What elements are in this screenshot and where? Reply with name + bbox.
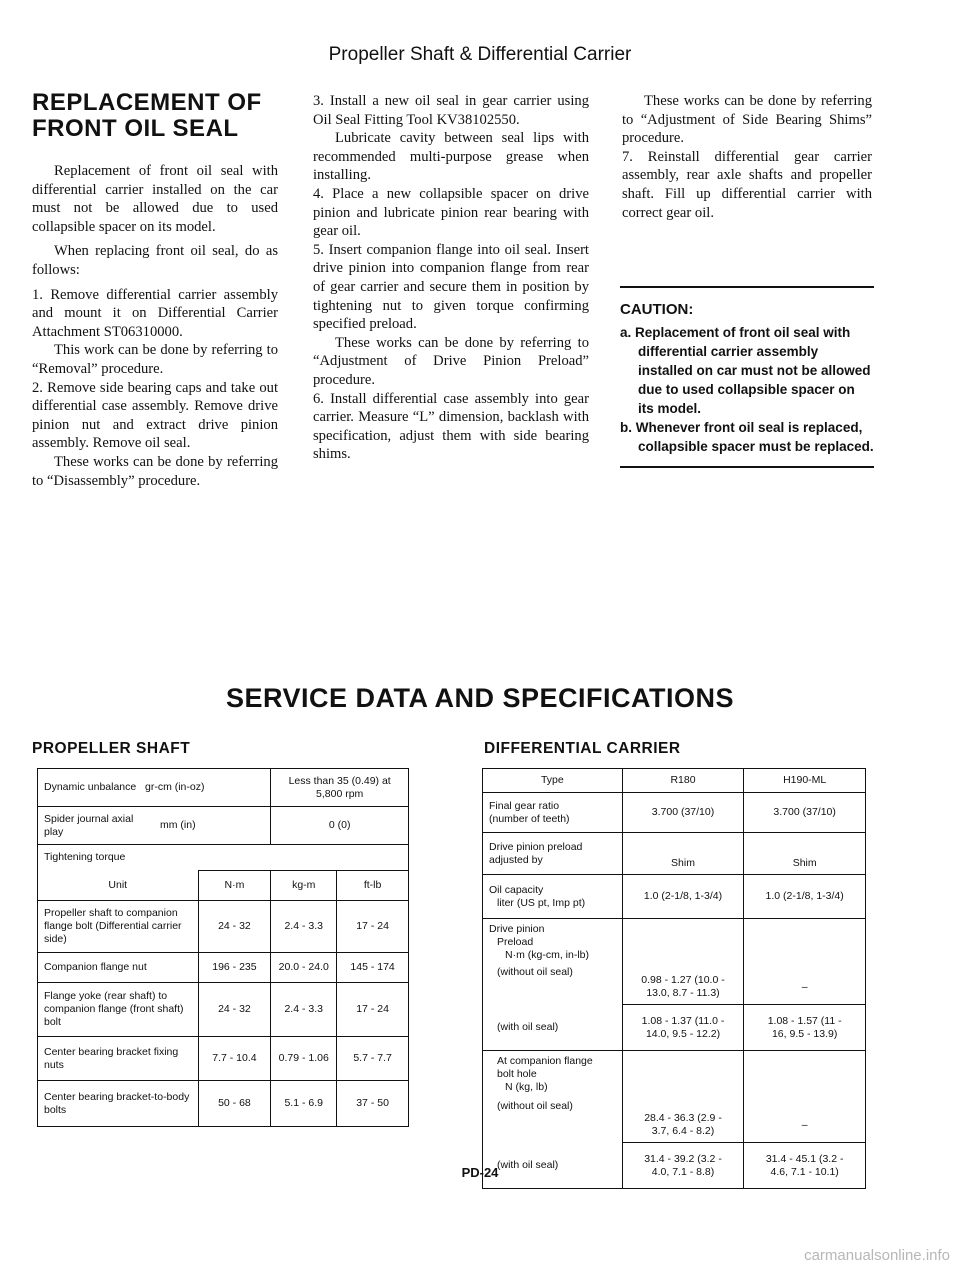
cell-value: 17 - 24 <box>337 901 409 953</box>
cell-value: 16, 9.5 - 13.9) <box>771 1027 838 1040</box>
cell-value: 37 - 50 <box>337 1081 409 1127</box>
service-data-title: SERVICE DATA AND SPECIFICATIONS <box>225 683 735 713</box>
propeller-shaft-table <box>37 768 409 1127</box>
cell-label: Drive pinion preload <box>489 840 583 853</box>
cell-value: 13.0, 8.7 - 11.3) <box>646 987 720 999</box>
cell-value: 2.4 - 3.3 <box>271 901 337 953</box>
column-header: R180 <box>622 769 744 793</box>
caution-item-a: a. Replacement of front oil seal with differential carrier assembly installed on car must not be allowed due to used collapsible spacer on its model. <box>620 325 871 416</box>
cell-label: N (kg, lb) <box>505 1081 548 1093</box>
table-header-row <box>38 871 409 901</box>
table-row <box>483 1005 866 1051</box>
cell-label: Spider journal axial <box>44 812 134 825</box>
cell-label: Flange yoke (rear shaft) to companion flange (front shaft) bolt <box>38 983 199 1037</box>
cell-value: 4.6, 7.1 - 10.1) <box>770 1165 839 1178</box>
table-row <box>38 769 409 807</box>
step-2: 2. Remove side bearing caps and take out differential case assembly. Remove drive pinion nut and extract drive pinion assembly. Remove oil seal. <box>32 379 278 452</box>
cell-label: (without oil seal) <box>497 1100 573 1112</box>
cell-value: 24 - 32 <box>198 983 271 1037</box>
cell-value: 5,800 rpm <box>316 787 364 800</box>
cell-label: Companion flange nut <box>38 953 199 983</box>
cell-label: adjusted by <box>489 853 543 866</box>
cell-unit: gr-cm (in-oz) <box>144 781 205 793</box>
paragraph: These works can be done by referring to “Adjustment of Drive Pinion Preload” procedure. <box>313 334 589 388</box>
paragraph: Replacement of front oil seal with differential carrier installed on the car must not be allowed due to used collapsible spacer on its model. <box>32 163 278 235</box>
cell-label: play <box>44 825 64 838</box>
cell-value: 1.0 (2-1/8, 1-3/4) <box>622 875 744 919</box>
cell-value: – <box>744 919 866 1005</box>
cell-value: 24 - 32 <box>198 901 271 953</box>
step-4: 4. Place a new collapsible spacer on drive pinion and lubricate pinion rear bearing with gear oil. <box>313 185 589 240</box>
cell-value: 0 (0) <box>271 807 409 845</box>
column-header: ft-lb <box>337 871 409 901</box>
table-row <box>483 793 866 833</box>
propeller-shaft-title: PROPELLER SHAFT <box>32 740 191 757</box>
cell-label: (with oil seal) <box>483 1143 623 1189</box>
cell-value: 14.0, 9.5 - 12.2) <box>645 1027 721 1040</box>
cell-label: Dynamic unbalance <box>44 781 137 793</box>
table-row <box>38 845 409 871</box>
cell-label: Final gear ratio <box>489 799 560 812</box>
cell-value: 3.7, 6.4 - 8.2) <box>651 1125 715 1137</box>
cell-value: 17 - 24 <box>337 983 409 1037</box>
cell-value: 28.4 - 36.3 (2.9 - <box>644 1112 722 1124</box>
cell-label: (number of teeth) <box>489 812 570 825</box>
cell-value: 7.7 - 10.4 <box>198 1037 271 1081</box>
step-6: 6. Install differential case assembly into gear carrier. Measure “L” dimension, backlash with specification, adjust them with side bearing shims. <box>313 390 589 463</box>
caution-heading: CAUTION: <box>620 301 694 318</box>
cell-label: (without oil seal) <box>497 966 573 978</box>
cell-label: Tightening torque <box>38 845 409 871</box>
table-row <box>483 875 866 919</box>
table-row <box>38 901 409 953</box>
cell-value: Shim <box>744 833 866 875</box>
step-7: 7. Reinstall differential gear carrier assembly, rear axle shafts and propeller shaft. Fill up differential carrier with correct gear oil. <box>622 148 872 221</box>
step-1: 1. Remove differential carrier assembly and mount it on Differential Carrier Attachment ST06310000. <box>32 286 278 340</box>
cell-value: 50 - 68 <box>198 1081 271 1127</box>
column-header: Type <box>483 769 623 793</box>
table-header-row <box>483 769 866 793</box>
caution-box <box>620 286 874 468</box>
column-header: kg-m <box>271 871 337 901</box>
cell-value: 4.0, 7.1 - 8.8) <box>651 1165 715 1178</box>
running-head: Propeller Shaft & Differential Carrier <box>328 44 632 65</box>
text-column-1 <box>32 90 278 490</box>
differential-carrier-title: DIFFERENTIAL CARRIER <box>484 740 681 757</box>
cell-label: Preload <box>497 936 534 948</box>
paragraph: This work can be done by referring to “Removal” procedure. <box>32 342 278 377</box>
step-5: 5. Insert companion flange into oil seal. Insert drive pinion into companion flange from rear of gear carrier and secure them in position by tightening nut to given torque confirming specified preload. <box>313 241 589 333</box>
paragraph: When replacing front oil seal, do as follows: <box>32 243 278 278</box>
table-row <box>483 919 866 1005</box>
column-header: N·m <box>198 871 271 901</box>
cell-label: Drive pinion <box>489 923 545 935</box>
cell-value: 1.08 - 1.57 (11 - <box>767 1014 842 1027</box>
cell-value: 1.0 (2-1/8, 1-3/4) <box>744 875 866 919</box>
step-3: 3. Install a new oil seal in gear carrier using Oil Seal Fitting Tool KV38102550. <box>313 93 589 128</box>
page-number: PD-24 <box>461 1165 499 1180</box>
cell-value: 2.4 - 3.3 <box>271 983 337 1037</box>
caution-item-b: b. Whenever front oil seal is replaced, collapsible spacer must be replaced. <box>620 420 874 454</box>
cell-value: 31.4 - 45.1 (3.2 - <box>765 1152 844 1165</box>
cell-value: 5.7 - 7.7 <box>337 1037 409 1081</box>
cell-value: Shim <box>622 833 744 875</box>
cell-value: 0.98 - 1.27 (10.0 - <box>641 974 725 986</box>
table-row <box>38 1037 409 1081</box>
cell-value: 5.1 - 6.9 <box>271 1081 337 1127</box>
cell-label: (with oil seal) <box>483 1005 623 1051</box>
cell-value: Less than 35 (0.49) at <box>288 774 391 787</box>
text-column-2 <box>313 92 589 464</box>
table-row <box>483 833 866 875</box>
cell-value: 20.0 - 24.0 <box>271 953 337 983</box>
paragraph: These works can be done by referring to “Adjustment of Side Bearing Shims” procedure. <box>622 93 872 147</box>
table-row <box>483 1051 866 1143</box>
cell-label: Propeller shaft to companion flange bolt (Differential carrier side) <box>38 901 199 953</box>
section-title: REPLACEMENT OF FRONT OIL SEAL <box>32 89 262 142</box>
text-column-3 <box>622 92 872 222</box>
cell-label: At companion flange <box>497 1055 593 1067</box>
cell-value: 0.79 - 1.06 <box>271 1037 337 1081</box>
column-header: Unit <box>38 871 199 901</box>
cell-label: N·m (kg-cm, in-lb) <box>505 949 589 961</box>
cell-value: – <box>744 1051 866 1143</box>
table-row <box>38 953 409 983</box>
cell-label: Center bearing bracket fixing nuts <box>38 1037 199 1081</box>
cell-value: 3.700 (37/10) <box>744 793 866 833</box>
cell-value: 31.4 - 39.2 (3.2 - <box>644 1152 722 1165</box>
table-row <box>38 1081 409 1127</box>
cell-value: 196 - 235 <box>198 953 271 983</box>
watermark: carmanualsonline.info <box>804 1247 950 1264</box>
cell-value: 1.08 - 1.37 (11.0 - <box>641 1014 725 1027</box>
cell-value: 3.700 (37/10) <box>622 793 744 833</box>
cell-value: 145 - 174 <box>337 953 409 983</box>
cell-label: bolt hole <box>497 1068 537 1080</box>
cell-label: liter (US pt, Imp pt) <box>497 896 586 909</box>
paragraph: These works can be done by referring to “Disassembly” procedure. <box>32 453 278 489</box>
differential-carrier-table <box>482 768 866 1189</box>
table-row <box>38 807 409 845</box>
column-header: H190-ML <box>744 769 866 793</box>
paragraph: Lubricate cavity between seal lips with recommended multi-purpose grease when installing. <box>313 130 589 184</box>
cell-label: Center bearing bracket-to-body bolts <box>38 1081 199 1127</box>
cell-label: Oil capacity <box>489 883 544 896</box>
cell-unit: mm (in) <box>160 819 196 831</box>
table-row <box>38 983 409 1037</box>
